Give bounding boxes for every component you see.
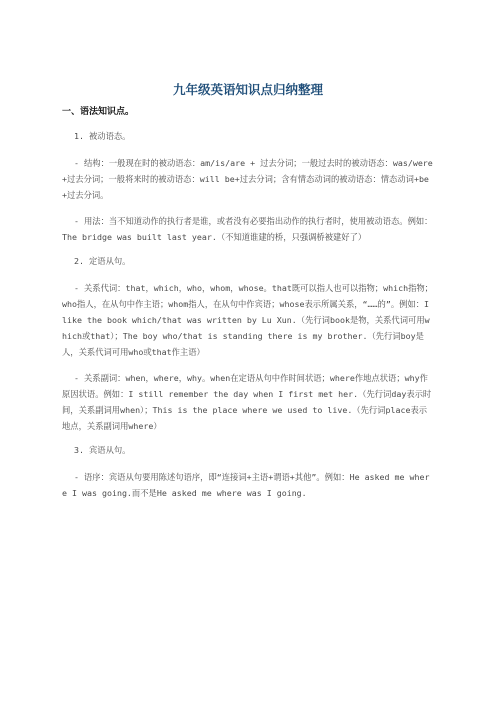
document-title: 九年级英语知识点归纳整理	[172, 82, 323, 97]
section-heading-grammar: 一、语法知识点。	[62, 107, 135, 117]
document-page	[62, 82, 434, 511]
item-title-passive-voice: 1. 被动语态。	[74, 131, 131, 141]
paragraph-object-clause-order: - 语序：宾语从句要用陈述句语序，即“连接词+主语+谓语+其他”。例如：He asked me where I was going.而不是He asked me where was I going.	[62, 472, 430, 498]
paragraph-passive-usage: - 用法：当不知道动作的执行者是谁，或者没有必要指出动作的执行者时，使用被动语态。例如：The bridge was built last year.（不知道谁建的桥，只强调桥被建好了）	[62, 216, 433, 242]
paragraph-relative-adverbs: - 关系副词：when，where，why。when在定语从句中作时间状语；where作地点状语；why作原因状语。例如：I still remember the day when I first met her.（先行词day表示时间，关系副词用when）；This is the place where we used to live.（先行词place表示地点，关系副词用where）	[62, 373, 432, 431]
item-title-object-clause: 3. 宾语从句。	[74, 445, 131, 455]
paragraph-relative-pronouns: - 关系代词：that，which，who，whom，whose。that既可以指人也可以指物；which指物；who指人，在从句中作主语；whom指人，在从句中作宾语；whose表示所属关系，“……的”。例如：I like the book which/that was written by Lu Xun.（先行词book是物，关系代词可用which或that）；The boy who/that is standing there is my brother.（先行词boy是人，关系代词可用who或that作主语）	[62, 283, 433, 357]
paragraph-passive-structure: - 结构：一般现在时的被动语态：am/is/are + 过去分词；一般过去时的被动语态：was/were+过去分词；一般将来时的被动语态：will be+过去分词；含有情态动词的被动语态：情态动词+be +过去分词。	[62, 158, 433, 200]
item-title-attributive-clause: 2. 定语从句。	[74, 256, 131, 266]
